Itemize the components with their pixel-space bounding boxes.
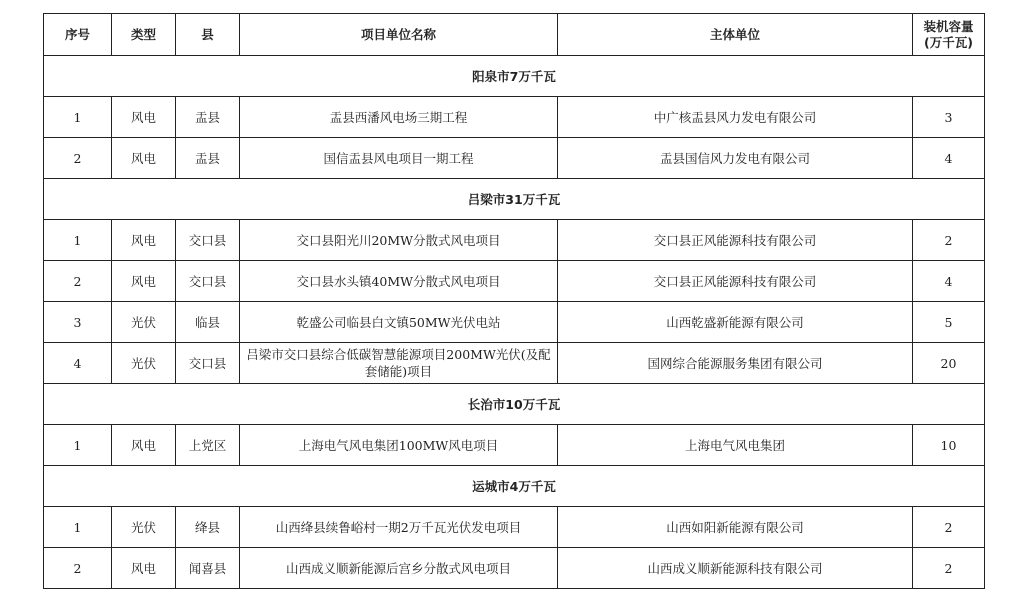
- table-row: [44, 220, 985, 261]
- cell-project: 国信盂县风电项目一期工程: [240, 138, 558, 179]
- table-row: [44, 425, 985, 466]
- header-type: 类型: [112, 14, 176, 56]
- cell-county: 交口县: [176, 343, 240, 384]
- cell-capacity: 5: [913, 302, 985, 343]
- table-row: [44, 138, 985, 179]
- cell-no: 2: [44, 138, 112, 179]
- cell-project: 交口县水头镇40MW分散式风电项目: [240, 261, 558, 302]
- group-row: [44, 384, 985, 425]
- cell-project: 山西绛县续鲁峪村一期2万千瓦光伏发电项目: [240, 507, 558, 548]
- cell-county: 交口县: [176, 220, 240, 261]
- cell-type: 风电: [112, 220, 176, 261]
- header-project: 项目单位名称: [240, 14, 558, 56]
- group-row: [44, 466, 985, 507]
- cell-county: 盂县: [176, 97, 240, 138]
- cell-no: 3: [44, 302, 112, 343]
- group-title: 吕梁市31万千瓦: [44, 179, 985, 220]
- cell-capacity: 2: [913, 548, 985, 589]
- cell-no: 1: [44, 220, 112, 261]
- cell-county: 交口县: [176, 261, 240, 302]
- cell-capacity: 4: [913, 261, 985, 302]
- cell-county: 临县: [176, 302, 240, 343]
- cell-type: 风电: [112, 97, 176, 138]
- cell-capacity: 4: [913, 138, 985, 179]
- table-row: [44, 343, 985, 384]
- cell-project: 乾盛公司临县白文镇50MW光伏电站: [240, 302, 558, 343]
- cell-type: 风电: [112, 548, 176, 589]
- group-title: 运城市4万千瓦: [44, 466, 985, 507]
- cell-entity: 上海电气风电集团: [558, 425, 913, 466]
- cell-type: 光伏: [112, 302, 176, 343]
- cell-type: 风电: [112, 425, 176, 466]
- cell-entity: 交口县正风能源科技有限公司: [558, 220, 913, 261]
- cell-county: 盂县: [176, 138, 240, 179]
- group-row: [44, 56, 985, 97]
- header-entity: 主体单位: [558, 14, 913, 56]
- cell-project: 盂县西潘风电场三期工程: [240, 97, 558, 138]
- cell-entity: 交口县正风能源科技有限公司: [558, 261, 913, 302]
- group-title: 长治市10万千瓦: [44, 384, 985, 425]
- cell-capacity: 2: [913, 220, 985, 261]
- table-row: [44, 97, 985, 138]
- cell-capacity: 20: [913, 343, 985, 384]
- group-title: 阳泉市7万千瓦: [44, 56, 985, 97]
- cell-type: 光伏: [112, 343, 176, 384]
- cell-type: 风电: [112, 261, 176, 302]
- cell-entity: 山西成义顺新能源科技有限公司: [558, 548, 913, 589]
- cell-no: 4: [44, 343, 112, 384]
- table-row: [44, 261, 985, 302]
- cell-type: 风电: [112, 138, 176, 179]
- header-county: 县: [176, 14, 240, 56]
- project-table: [43, 13, 985, 589]
- table-row: [44, 548, 985, 589]
- cell-no: 1: [44, 425, 112, 466]
- cell-entity: 中广核盂县风力发电有限公司: [558, 97, 913, 138]
- cell-no: 1: [44, 507, 112, 548]
- cell-project: 上海电气风电集团100MW风电项目: [240, 425, 558, 466]
- cell-county: 绛县: [176, 507, 240, 548]
- cell-capacity: 2: [913, 507, 985, 548]
- header-row: [44, 14, 985, 56]
- header-no: 序号: [44, 14, 112, 56]
- cell-project: 吕梁市交口县综合低碳智慧能源项目200MW光伏(及配套储能)项目: [240, 343, 558, 384]
- cell-no: 1: [44, 97, 112, 138]
- cell-entity: 盂县国信风力发电有限公司: [558, 138, 913, 179]
- cell-no: 2: [44, 261, 112, 302]
- cell-project: 山西成义顺新能源后宫乡分散式风电项目: [240, 548, 558, 589]
- cell-capacity: 3: [913, 97, 985, 138]
- cell-county: 闻喜县: [176, 548, 240, 589]
- cell-project: 交口县阳光川20MW分散式风电项目: [240, 220, 558, 261]
- cell-no: 2: [44, 548, 112, 589]
- cell-entity: 山西乾盛新能源有限公司: [558, 302, 913, 343]
- cell-entity: 国网综合能源服务集团有限公司: [558, 343, 913, 384]
- cell-entity: 山西如阳新能源有限公司: [558, 507, 913, 548]
- cell-type: 光伏: [112, 507, 176, 548]
- cell-county: 上党区: [176, 425, 240, 466]
- group-row: [44, 179, 985, 220]
- table-row: [44, 302, 985, 343]
- table-row: [44, 507, 985, 548]
- header-capacity: 装机容量 (万千瓦): [913, 14, 985, 56]
- cell-capacity: 10: [913, 425, 985, 466]
